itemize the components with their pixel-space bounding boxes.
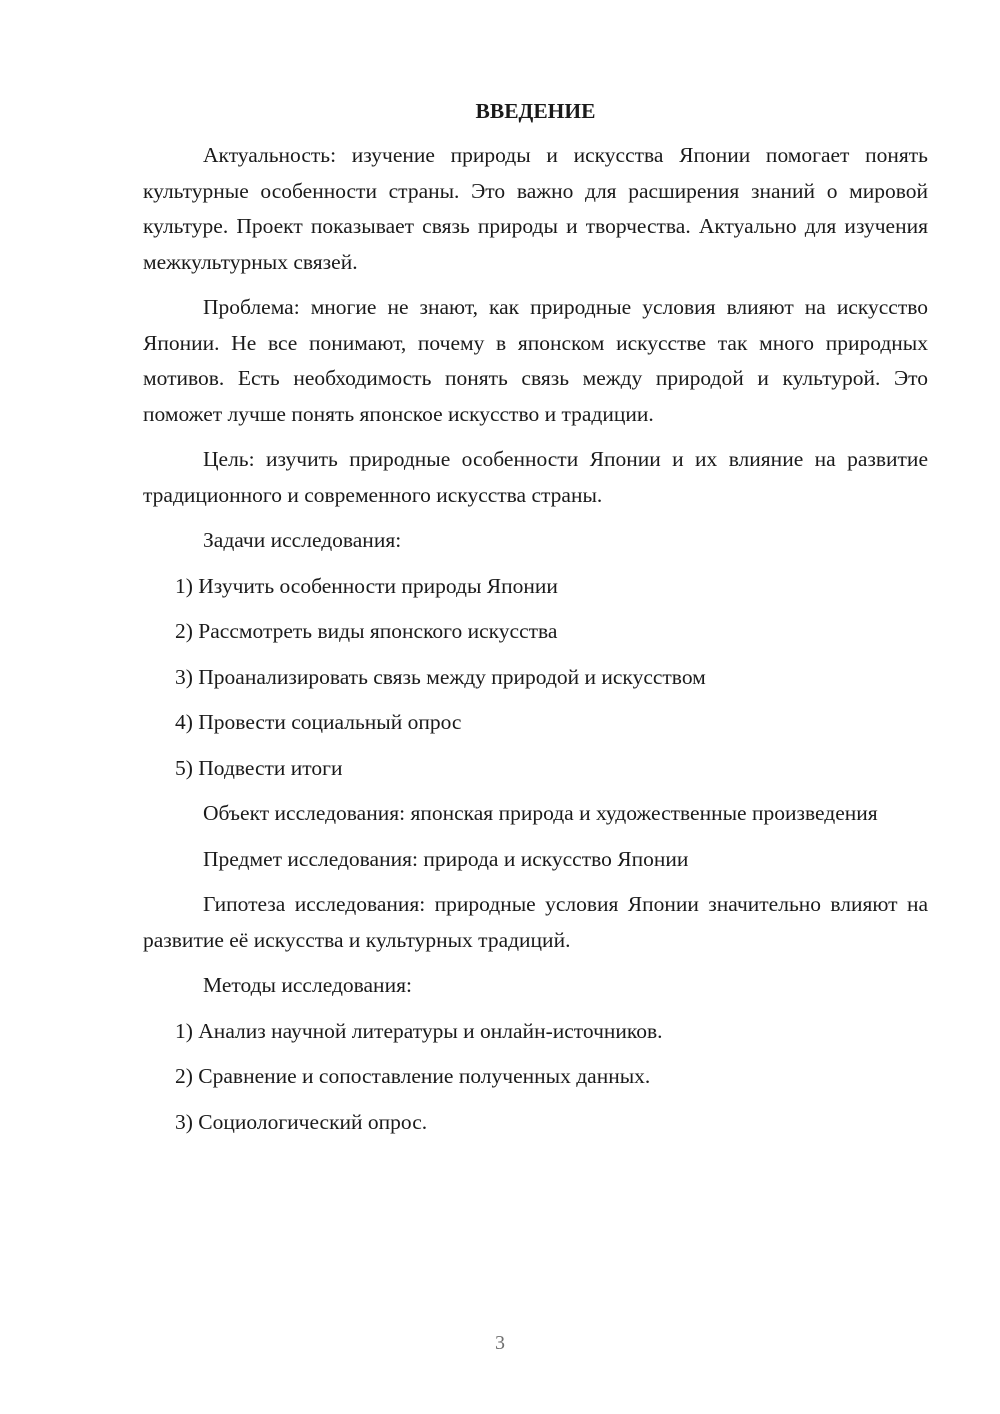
problem-paragraph: Проблема: многие не знают, как природные условия влияют на искусство Японии. Не все понимают, почему в японском искусстве так много природных мотивов. Есть необходимость понять связь между природой и культурой. Это поможет лучше понять японское искусство и традиции. — [143, 295, 928, 426]
list-item: 1) Анализ научной литературы и онлайн-источников. — [175, 1018, 663, 1043]
page-number: 3 — [495, 1332, 505, 1354]
methods-list — [143, 1014, 928, 1141]
list-item: 1) Изучить особенности природы Японии — [175, 573, 558, 598]
list-item: 3) Социологический опрос. — [175, 1109, 428, 1134]
tasks-list — [143, 569, 928, 787]
list-item: 2) Сравнение и сопоставление полученных данных. — [175, 1064, 651, 1088]
goal-paragraph: Цель: изучить природные особенности Японии и их влияние на развитие традиционного и современного искусства страны. — [143, 447, 928, 507]
list-item: 3) Проанализировать связь между природой и искусством — [175, 664, 706, 689]
page-title: ВВЕДЕНИЕ — [475, 99, 596, 123]
subject-paragraph: Предмет исследования: природа и искусство Японии — [203, 846, 689, 871]
methods-heading: Методы исследования: — [203, 973, 412, 997]
hypothesis-paragraph: Гипотеза исследования: природные условия Японии значительно влияют на развитие её искусства и культурных традиций. — [143, 892, 928, 952]
list-item: 4) Провести социальный опрос — [175, 710, 462, 734]
list-item: 2) Рассмотреть виды японского искусства — [175, 619, 558, 643]
tasks-heading: Задачи исследования: — [203, 528, 402, 552]
relevance-paragraph: Актуальность: изучение природы и искусства Японии помогает понять культурные особенности страны. Это важно для расширения знаний о мировой культуре. Проект показывает связь природы и творчества. Актуально для изучения межкультурных связей. — [143, 143, 928, 274]
document-page — [143, 92, 928, 1150]
object-paragraph: Объект исследования: японская природа и художественные произведения — [203, 801, 878, 825]
list-item: 5) Подвести итоги — [175, 755, 343, 780]
